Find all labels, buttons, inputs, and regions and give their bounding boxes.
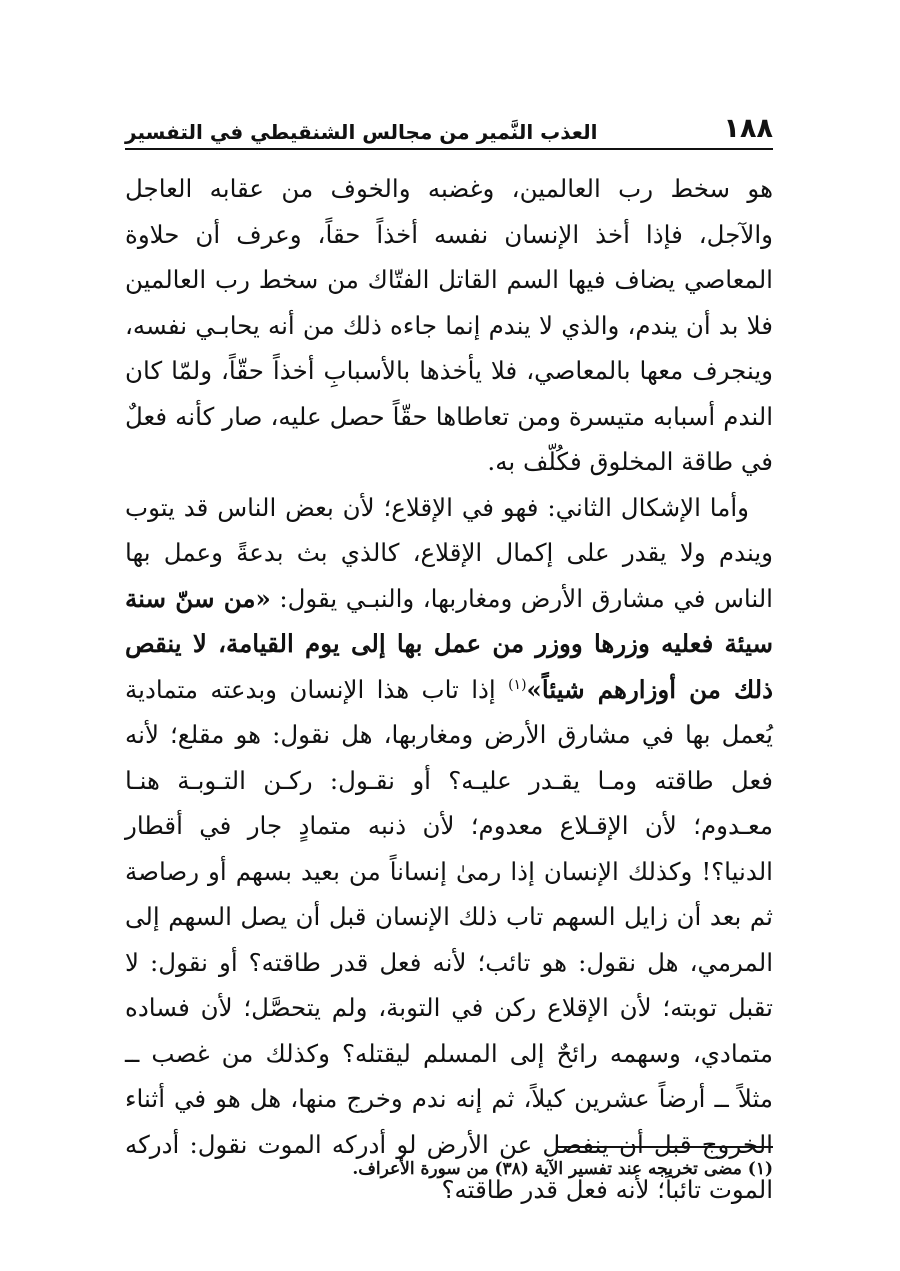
- paragraph-2-intro: وأما الإشكال الثاني: فهو في الإقلاع؛ لأن بعض الناس قد يتوب ويندم ولا يقدر على إكمال الإقلاع، كالذي بث بدعةً وعمل بها الناس في مشارق الأرض ومغاربها، والنبـي يقول:: [125, 492, 773, 613]
- paragraph-1: هو سخط رب العالمين، وغضبه والخوف من عقابه العاجل والآجل، فإذا أخذ الإنسان نفسه أخذاً حقاً، وعرف أن حلاوة المعاصي يضاف فيها السم القاتل الفتّاك من سخط رب العالمين فلا بد أن يندم، والذي لا يندم إنما جاءه ذلك من أنه يحابـي نفسه، وينجرف معها بالمعاصي، فلا يأخذها بالأسبابِ أخذاً حقّاً، ولمّا كان الندم أسبابه متيسرة ومن تعاطاها حقّاً حصل عليه، صار كأنه فعلٌ في طاقة المخلوق فكُلّف به.: [125, 174, 773, 476]
- book-page: [125, 98, 773, 1213]
- header-rule: [125, 148, 773, 150]
- page-header: [125, 98, 773, 148]
- paragraph-2-continuation: إذا تاب هذا الإنسان وبدعته متمادية يُعمل بها في مشارق الأرض ومغاربها، هل نقول: هو مقلع؛ لأنه فعل طاقته ومـا يقـدر عليـه؟ أو نقـول: ركـن التـوبـة هنـا معـدوم؛ لأن الإقـلاع معدوم؛ لأن ذنبه متمادٍ جار في أقطار الدنيا؟! وكذلك الإنسان إذا رمىٰ إنساناً من بعيد بسهم أو رصاصة ثم بعد أن زايل السهم تاب ذلك الإنسان قبل أن يصل السهم إلى المرمي، هل نقول: هو تائب؛ لأنه فعل قدر طاقته؟ أو نقول: لا تقبل توبته؛ لأن الإقلاع ركن في التوبة، ولم يتحصَّل؛ لأن فساده متمادي، وسهمه رائحٌ إلى المسلم ليقتله؟ وكذلك من غصب ــ مثلاً ــ أرضاً عشرين كيلاً، ثم إنه ندم وخرج منها، هل هو في أثناء الخروج قبل أن ينفصل عن الأرض لو أدركه الموت نقول: أدركه الموت تائباً؛ لأنه فعل قدر طاقته؟: [125, 674, 773, 1204]
- footnote: (١) مضى تخريجه عند تفسير الآية (٣٨) من سورة الأعراف.: [352, 1159, 773, 1179]
- hadith-quote: «من سنّ سنة سيئة فعليه وزرها ووزر من عمل بها إلى يوم القيامة، لا ينقص ذلك من أوزارهم شيئاً»: [125, 583, 774, 704]
- footnote-reference: (١): [508, 676, 527, 693]
- page-number: ١٨٨: [723, 113, 773, 144]
- footnote-rule: [556, 1146, 773, 1148]
- body-text: [125, 166, 773, 1213]
- paragraph-2: [125, 485, 773, 1213]
- running-title: العذب النَّمير من مجالس الشنقيطي في التفسير: [125, 120, 598, 144]
